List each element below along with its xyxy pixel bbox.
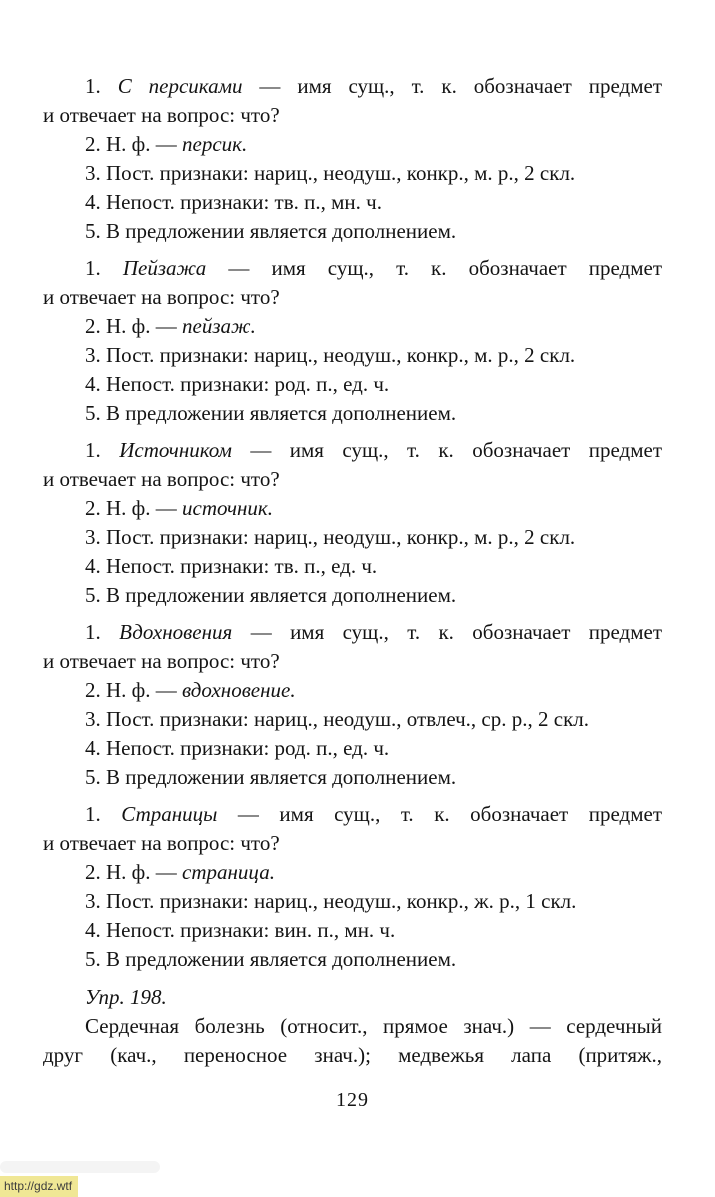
normal-form-word: пейзаж. (182, 314, 256, 338)
analysis-variable-features-line: 4. Непост. признаки: тв. п., ед. ч. (85, 554, 378, 578)
analysis-normal-form-line (43, 312, 662, 341)
analysis-question-line: и отвечает на вопрос: что? (43, 831, 280, 855)
item-number: 1. (85, 256, 101, 280)
normal-form-label: 2. Н. ф. — (85, 678, 177, 702)
definition-text: — имя сущ., т. к. обозначает предмет (250, 438, 663, 462)
normal-form-label: 2. Н. ф. — (85, 314, 177, 338)
analysis-normal-form-line (43, 494, 662, 523)
analysis-question-line: и отвечает на вопрос: что? (43, 649, 280, 673)
analyzed-word: Источником (119, 438, 232, 462)
item-number: 1. (85, 438, 101, 462)
analysis-question-line: и отвечает на вопрос: что? (43, 103, 280, 127)
analysis-definition-line (43, 800, 662, 829)
analysis-constant-features-line: 3. Пост. признаки: нариц., неодуш., конкр., м. р., 2 скл. (85, 525, 576, 549)
analysis-constant-features-line: 3. Пост. признаки: нариц., неодуш., конкр., ж. р., 1 скл. (85, 889, 577, 913)
analysis-definition-line (43, 618, 662, 647)
normal-form-label: 2. Н. ф. — (85, 132, 177, 156)
definition-text: — имя сущ., т. к. обозначает предмет (259, 74, 663, 98)
analysis-normal-form-line (43, 676, 662, 705)
analysis-constant-features-line: 3. Пост. признаки: нариц., неодуш., конкр., м. р., 2 скл. (85, 343, 576, 367)
analysis-variable-features-line: 4. Непост. признаки: вин. п., мн. ч. (85, 918, 396, 942)
analyzed-word: Пейзажа (122, 256, 207, 280)
noun-analysis-block (43, 436, 662, 610)
analysis-syntactic-role-line: 5. В предложении является дополнением. (85, 765, 457, 789)
normal-form-label: 2. Н. ф. — (85, 496, 177, 520)
noun-analysis-block (43, 72, 662, 246)
normal-form-word: источник. (182, 496, 273, 520)
normal-form-word: вдохновение. (182, 678, 296, 702)
noun-analysis-block (43, 618, 662, 792)
page-number: 129 (336, 1089, 369, 1111)
noun-analysis-block (43, 800, 662, 974)
analysis-syntactic-role-line: 5. В предложении является дополнением. (85, 583, 457, 607)
analysis-normal-form-line (43, 130, 662, 159)
analysis-syntactic-role-line: 5. В предложении является дополнением. (85, 947, 457, 971)
item-number: 1. (85, 802, 101, 826)
exercise-paragraph-line: Сердечная болезнь (относит., прямое знач.) — сердечный (85, 1014, 662, 1038)
analysis-constant-features-line: 3. Пост. признаки: нариц., неодуш., конкр., м. р., 2 скл. (85, 161, 576, 185)
analyzed-word: Вдохновения (119, 620, 233, 644)
definition-text: — имя сущ., т. к. обозначает предмет (228, 256, 663, 280)
analyzed-word: С персиками (117, 74, 243, 98)
analysis-variable-features-line: 4. Непост. признаки: род. п., ед. ч. (85, 372, 390, 396)
exercise-paragraph-line: друг (кач., переносное знач.); медвежья лапа (притяж., (43, 1043, 662, 1067)
scan-smudge (0, 1161, 160, 1173)
normal-form-label: 2. Н. ф. — (85, 860, 177, 884)
exercise-section (43, 983, 662, 1070)
analysis-definition-line (43, 72, 662, 101)
definition-text: — имя сущ., т. к. обозначает предмет (250, 620, 663, 644)
watermark-url: http://gdz.wtf (0, 1176, 78, 1197)
noun-analysis-block (43, 254, 662, 428)
normal-form-word: персик. (182, 132, 248, 156)
analysis-constant-features-line: 3. Пост. признаки: нариц., неодуш., отвлеч., ср. р., 2 скл. (85, 707, 590, 731)
analysis-question-line: и отвечает на вопрос: что? (43, 285, 280, 309)
exercise-heading: Упр. 198. (85, 985, 167, 1009)
analysis-definition-line (43, 436, 662, 465)
analysis-variable-features-line: 4. Непост. признаки: тв. п., мн. ч. (85, 190, 382, 214)
analysis-definition-line (43, 254, 662, 283)
normal-form-word: страница. (182, 860, 275, 884)
analyzed-word: Страницы (121, 802, 218, 826)
analysis-question-line: и отвечает на вопрос: что? (43, 467, 280, 491)
analysis-syntactic-role-line: 5. В предложении является дополнением. (85, 219, 457, 243)
analysis-syntactic-role-line: 5. В предложении является дополнением. (85, 401, 457, 425)
definition-text: — имя сущ., т. к. обозначает предмет (237, 802, 662, 826)
item-number: 1. (85, 620, 101, 644)
analysis-normal-form-line (43, 858, 662, 887)
analysis-variable-features-line: 4. Непост. признаки: род. п., ед. ч. (85, 736, 390, 760)
item-number: 1. (85, 74, 101, 98)
